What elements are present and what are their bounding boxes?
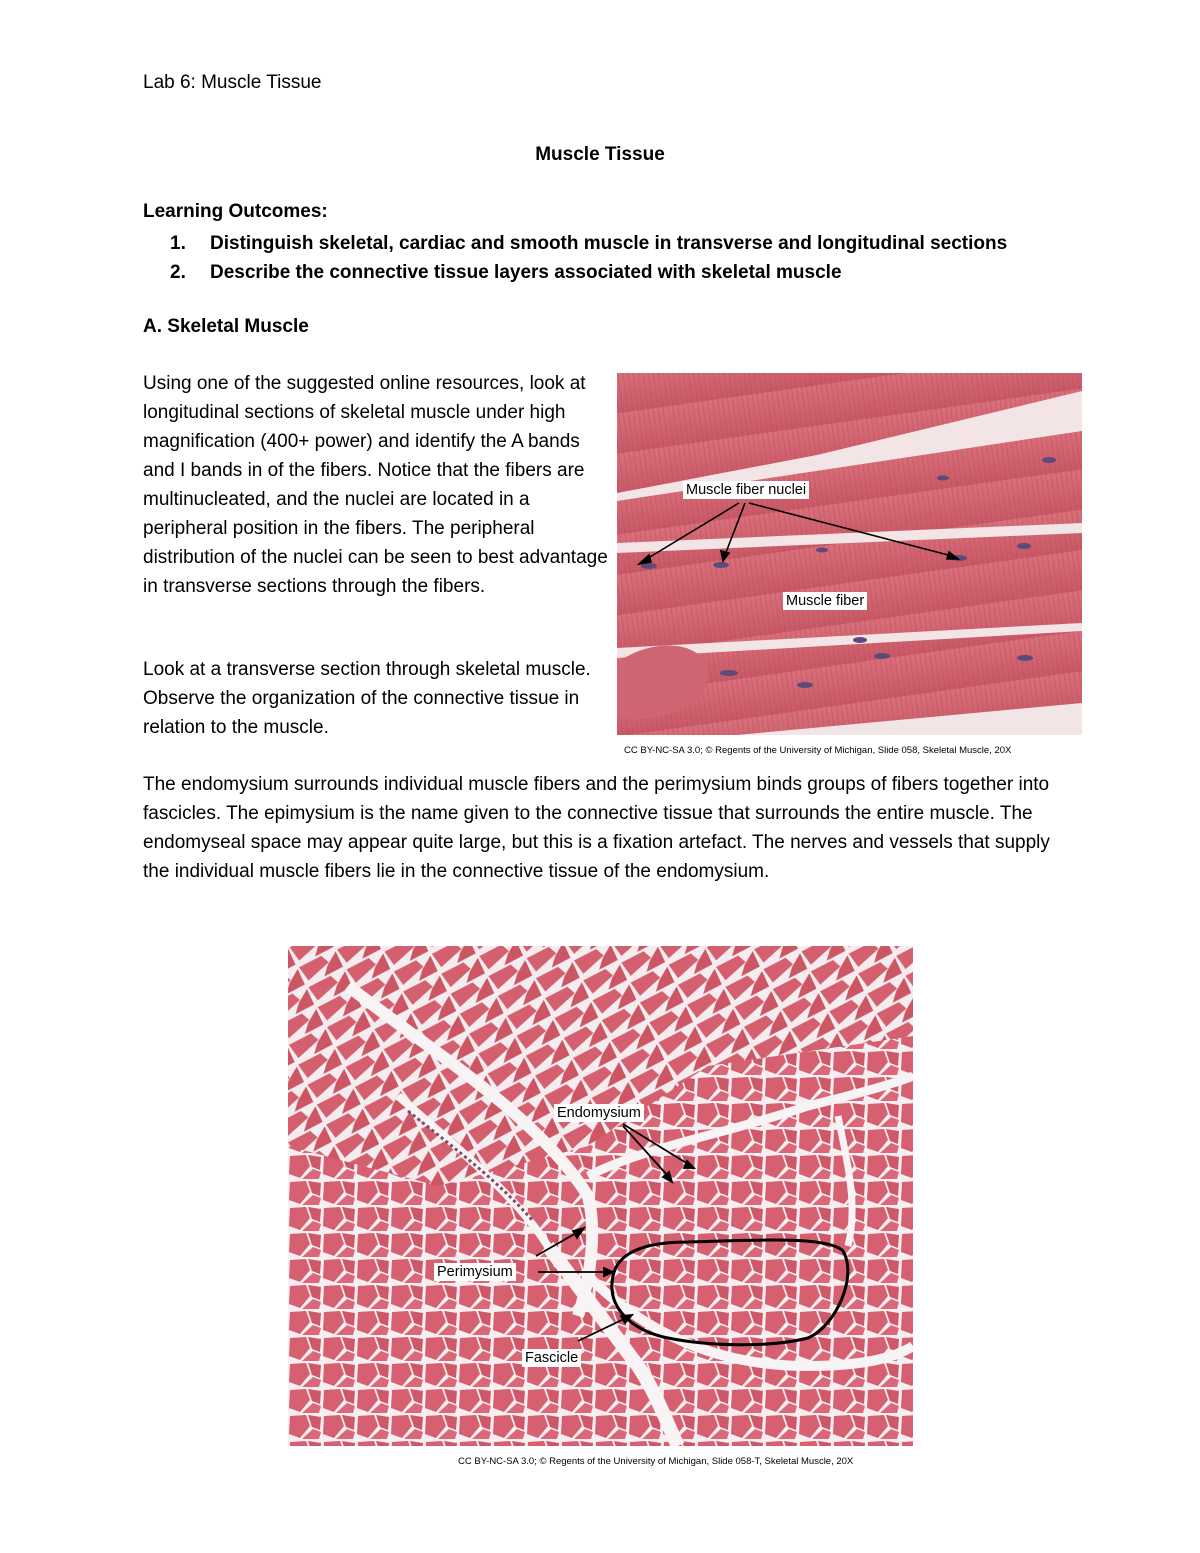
list-item: 2. Describe the connective tissue layers associated with skeletal muscle (170, 262, 842, 283)
micrograph-image (288, 946, 913, 1446)
micrograph-image (617, 373, 1082, 735)
longitudinal-section-micrograph (617, 373, 1082, 735)
paragraph-longitudinal: Using one of the suggested online resources, look at longitudinal sections of skeletal muscle under high magnification (400+ power) and identify the A bands and I bands in of the fibers. Notice that the fibers are multinucleated, and the nuclei are located in a peripheral position in the fibers. The peripheral distribution of the nuclei can be seen to best advantage in transverse sections through the fibers. (143, 373, 608, 597)
learning-outcomes-heading: Learning Outcomes: (143, 201, 328, 222)
section-heading: A. Skeletal Muscle (143, 316, 309, 337)
document-header: Lab 6: Muscle Tissue (143, 72, 322, 93)
muscle-fiber-label: Muscle fiber (783, 592, 867, 610)
perimysium-label: Perimysium (434, 1263, 516, 1281)
page-title: Muscle Tissue (535, 144, 665, 165)
learning-outcomes-list (170, 229, 1007, 287)
list-item: 1. Distinguish skeletal, cardiac and smooth muscle in transverse and longitudinal sections (170, 233, 1008, 254)
paragraph-connective-tissue: The endomysium surrounds individual muscle fibers and the perimysium binds groups of fibers together into fascicles. The epimysium is the name given to the connective tissue that surrounds the entire muscle. The endomyseal space may appear quite large, but this is a fixation artefact. The nerves and vessels that supply the individual muscle fibers lie in the connective tissue of the endomysium. (143, 774, 1050, 882)
figure2-caption: CC BY-NC-SA 3.0; © Regents of the University of Michigan, Slide 058-T, Skeletal Muscle, 20X (458, 1456, 854, 1467)
muscle-fiber-nuclei-label: Muscle fiber nuclei (683, 481, 809, 499)
endomysium-label: Endomysium (554, 1104, 644, 1122)
transverse-section-micrograph (288, 946, 913, 1446)
fascicle-label: Fascicle (522, 1349, 581, 1367)
figure1-caption: CC BY-NC-SA 3.0; © Regents of the University of Michigan, Slide 058, Skeletal Muscle, 20X (624, 745, 1012, 756)
paragraph-transverse: Look at a transverse section through skeletal muscle. Observe the organization of the connective tissue in relation to the muscle. (143, 659, 591, 738)
